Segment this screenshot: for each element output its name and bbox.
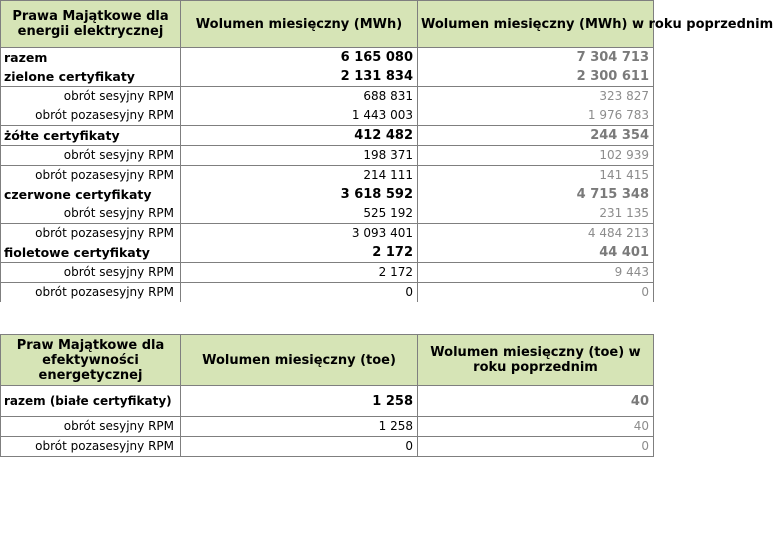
header-monthly-volume-prev-year: Wolumen miesięczny (MWh) w roku poprzednim	[418, 1, 654, 48]
header-row	[1, 1, 654, 48]
row-current: 2 131 834	[181, 67, 418, 87]
table-row	[1, 204, 654, 224]
table-row	[1, 87, 654, 107]
row-current: 3 093 401	[181, 224, 418, 244]
table-row	[1, 417, 654, 437]
row-current: 3 618 592	[181, 185, 418, 204]
table-row	[1, 437, 654, 457]
row-label: obrót pozasesyjny RPM	[1, 437, 181, 457]
header-monthly-volume: Wolumen miesięczny (MWh)	[181, 1, 418, 48]
table-row	[1, 224, 654, 244]
row-current: 6 165 080	[181, 48, 418, 68]
energy-efficiency-table	[0, 334, 654, 457]
row-previous: 7 304 713	[418, 48, 654, 68]
row-previous: 4 484 213	[418, 224, 654, 244]
row-label: obrót pozasesyjny RPM	[1, 224, 181, 244]
row-current: 412 482	[181, 126, 418, 146]
header-category: Prawa Majątkowe dla energii elektrycznej	[1, 1, 181, 48]
row-current: 0	[181, 437, 418, 457]
row-current: 1 443 003	[181, 106, 418, 126]
table-row	[1, 166, 654, 186]
header-monthly-volume: Wolumen miesięczny (toe)	[181, 335, 418, 386]
row-previous: 141 415	[418, 166, 654, 186]
row-label: fioletowe certyfikaty	[1, 243, 181, 263]
row-current: 688 831	[181, 87, 418, 107]
table-row	[1, 283, 654, 303]
row-previous: 40	[418, 386, 654, 417]
row-previous: 40	[418, 417, 654, 437]
header-row	[1, 335, 654, 386]
header-monthly-volume-prev-year: Wolumen miesięczny (toe) w roku poprzednim	[418, 335, 654, 386]
row-current: 1 258	[181, 417, 418, 437]
table-row	[1, 48, 654, 68]
row-previous: 4 715 348	[418, 185, 654, 204]
row-current: 198 371	[181, 146, 418, 166]
row-current: 525 192	[181, 204, 418, 224]
table-row	[1, 67, 654, 87]
row-current: 1 258	[181, 386, 418, 417]
table-row	[1, 243, 654, 263]
row-previous: 102 939	[418, 146, 654, 166]
table-row	[1, 185, 654, 204]
row-current: 2 172	[181, 263, 418, 283]
row-label: obrót sesyjny RPM	[1, 87, 181, 107]
table-row	[1, 126, 654, 146]
row-previous: 244 354	[418, 126, 654, 146]
row-current: 214 111	[181, 166, 418, 186]
row-label: razem (białe certyfikaty)	[1, 386, 181, 417]
row-label: obrót sesyjny RPM	[1, 146, 181, 166]
row-label: obrót pozasesyjny RPM	[1, 106, 181, 126]
row-previous: 44 401	[418, 243, 654, 263]
row-previous: 231 135	[418, 204, 654, 224]
row-label: zielone certyfikaty	[1, 67, 181, 87]
row-previous: 0	[418, 283, 654, 303]
row-label: obrót sesyjny RPM	[1, 204, 181, 224]
row-label: razem	[1, 48, 181, 68]
row-label: obrót pozasesyjny RPM	[1, 283, 181, 303]
row-label: czerwone certyfikaty	[1, 185, 181, 204]
row-previous: 0	[418, 437, 654, 457]
table-row	[1, 146, 654, 166]
row-label: żółte certyfikaty	[1, 126, 181, 146]
row-current: 2 172	[181, 243, 418, 263]
row-label: obrót pozasesyjny RPM	[1, 166, 181, 186]
row-previous: 9 443	[418, 263, 654, 283]
row-label: obrót sesyjny RPM	[1, 263, 181, 283]
row-previous: 1 976 783	[418, 106, 654, 126]
table-row	[1, 106, 654, 126]
row-previous: 323 827	[418, 87, 654, 107]
table-row	[1, 386, 654, 417]
row-label: obrót sesyjny RPM	[1, 417, 181, 437]
header-category: Praw Majątkowe dla efektywności energetycznej	[1, 335, 181, 386]
row-previous: 2 300 611	[418, 67, 654, 87]
row-current: 0	[181, 283, 418, 303]
table-row	[1, 263, 654, 283]
